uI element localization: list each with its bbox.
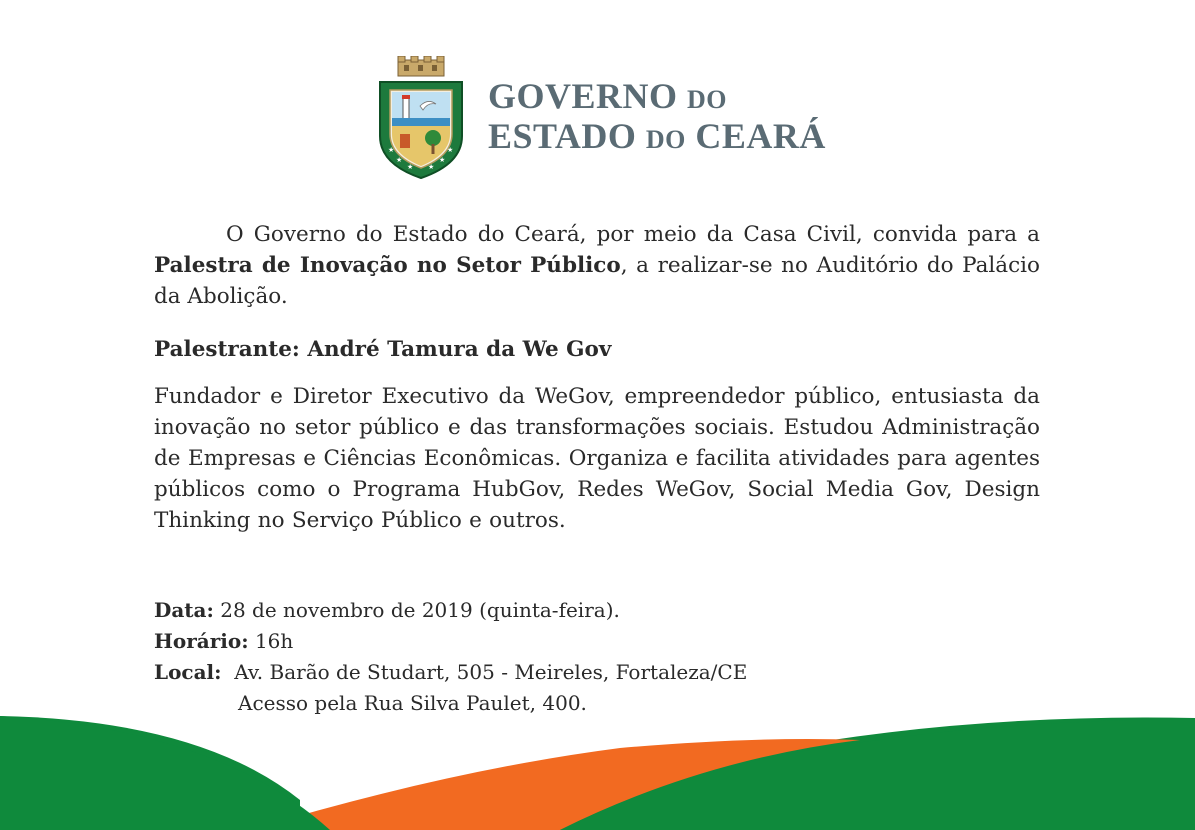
svg-text:★: ★ (428, 163, 435, 171)
title-estado: ESTADO (488, 116, 637, 156)
green-wave-middle (0, 716, 330, 830)
date-value: 28 de novembro de 2019 (quinta-feira). (213, 598, 620, 622)
title-governo: GOVERNO (488, 76, 678, 116)
event-name: Palestra de Inovação no Setor Público (154, 253, 621, 278)
place-value: Av. Barão de Studart, 505 - Meireles, Fortaleza/CE (221, 660, 748, 684)
invitation-body (154, 219, 1040, 536)
speaker-heading: Palestrante: André Tamura da We Gov (154, 337, 612, 362)
svg-text:★: ★ (396, 156, 403, 164)
title-ceara: CEARÁ (695, 116, 826, 156)
svg-text:★: ★ (439, 156, 446, 164)
date-row (154, 595, 747, 626)
svg-text:★: ★ (447, 146, 454, 154)
date-label: Data: (154, 598, 214, 622)
intro-text-2: , a realizar-se no Auditório do Palácio da Abolição. (154, 253, 1040, 309)
intro-paragraph (154, 219, 1040, 312)
title-line-2 (488, 118, 826, 158)
title-line-1 (488, 78, 826, 118)
svg-text:★: ★ (407, 163, 414, 171)
intro-text-1: O Governo do Estado do Ceará, por meio da Casa Civil, convida para a (226, 222, 1040, 247)
footer-waves (0, 700, 1195, 830)
svg-text:★: ★ (388, 146, 395, 154)
header (376, 56, 836, 180)
speaker-bio: Fundador e Diretor Executivo da WeGov, empreendedor público, entusiasta da inovação no setor público e das transformações sociais. Estudou Administração de Empresas e Ciências Econômicas. Organiza e facilita atividades para agentes públicos como o Programa HubGov, Redes WeGov, Social Media Gov, Design Thinking no Serviço Público e outros. (154, 384, 1040, 533)
title-do-2: DO (645, 125, 686, 154)
state-crest-icon (376, 56, 466, 180)
title-do-1: DO (687, 85, 728, 114)
time-value: 16h (248, 629, 294, 653)
time-label: Horário: (154, 629, 249, 653)
access-row: Acesso pela Rua Silva Paulet, 400. (238, 691, 587, 715)
place-row (154, 657, 747, 688)
place-label: Local: (154, 660, 222, 684)
government-title (488, 78, 826, 158)
time-row (154, 626, 747, 657)
